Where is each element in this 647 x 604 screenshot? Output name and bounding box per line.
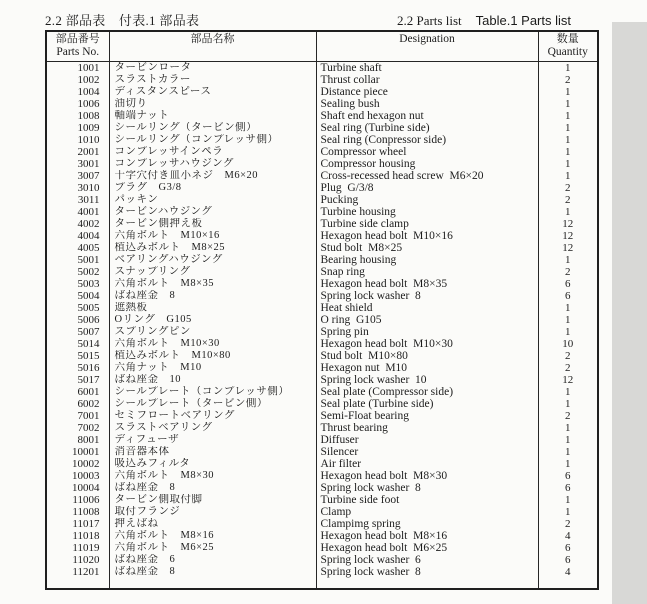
cell-name-ja: 六角ボルト M6×25 <box>109 542 316 554</box>
cell-no: 5001 <box>46 254 109 266</box>
table-row <box>46 470 598 482</box>
cell-no: 11019 <box>46 542 109 554</box>
table-row <box>46 194 598 206</box>
cell-no: 4005 <box>46 242 109 254</box>
header-parts-no <box>46 31 109 62</box>
cell-name-ja: コンプレッサハウジング <box>109 158 316 170</box>
header-designation <box>316 31 538 62</box>
cell-qty: 1 <box>538 86 598 98</box>
cell-name-ja: ディスタンスピース <box>109 86 316 98</box>
cell-qty: 1 <box>538 386 598 398</box>
cell-name-ja: セミフロートベアリング <box>109 410 316 422</box>
cell-qty: 6 <box>538 290 598 302</box>
cell-qty: 1 <box>538 254 598 266</box>
cell-no: 7001 <box>46 410 109 422</box>
cell-qty: 1 <box>538 398 598 410</box>
cell-designation: Semi-Float bearing <box>316 410 538 422</box>
cell-no: 5015 <box>46 350 109 362</box>
cell-designation: Distance piece <box>316 86 538 98</box>
table-row <box>46 290 598 302</box>
cell-qty: 6 <box>538 278 598 290</box>
table-row <box>46 98 598 110</box>
cell-name-ja: 消音器本体 <box>109 446 316 458</box>
header-name-ja-label: 部品名称 <box>190 33 235 45</box>
table-row <box>46 230 598 242</box>
cell-name-ja: ばね座金 6 <box>109 554 316 566</box>
cell-name-ja: 取付フランジ <box>109 506 316 518</box>
cell-designation: Stud bolt M8×25 <box>316 242 538 254</box>
cell-no: 1009 <box>46 122 109 134</box>
cell-no: 3001 <box>46 158 109 170</box>
cell-no: 1006 <box>46 98 109 110</box>
page-title-right <box>397 12 597 30</box>
cell-designation: Spring lock washer 8 <box>316 290 538 302</box>
page-title-right-sans: Table.1 Parts list <box>475 13 571 28</box>
cell-qty: 6 <box>538 470 598 482</box>
cell-qty: 1 <box>538 494 598 506</box>
cell-no: 11201 <box>46 566 109 578</box>
cell-no: 10002 <box>46 458 109 470</box>
cell-name-ja: ベアリングハウジング <box>109 254 316 266</box>
cell-no: 1008 <box>46 110 109 122</box>
cell-name-ja: スプリングピン <box>109 326 316 338</box>
table-row <box>46 146 598 158</box>
cell-qty: 1 <box>538 314 598 326</box>
cell-no: 11018 <box>46 530 109 542</box>
header-quantity <box>538 31 598 62</box>
cell-no: 5007 <box>46 326 109 338</box>
cell-qty: 2 <box>538 350 598 362</box>
cell-name-ja: シールプレート（コンプレッサ側） <box>109 386 316 398</box>
cell-designation: Hexagon head bolt M6×25 <box>316 542 538 554</box>
cell-name-ja: 植込みボルト M10×80 <box>109 350 316 362</box>
cell-designation: O ring G105 <box>316 314 538 326</box>
cell-designation: Bearing housing <box>316 254 538 266</box>
cell-designation: Turbine housing <box>316 206 538 218</box>
cell-no: 10003 <box>46 470 109 482</box>
cell-qty: 1 <box>538 206 598 218</box>
table-row <box>46 326 598 338</box>
cell-name-ja: Oリング G105 <box>109 314 316 326</box>
table-row <box>46 266 598 278</box>
table-row <box>46 110 598 122</box>
cell-no: 5003 <box>46 278 109 290</box>
cell-qty: 12 <box>538 374 598 386</box>
cell-no: 4002 <box>46 218 109 230</box>
cell-designation: Hexagon head bolt M10×16 <box>316 230 538 242</box>
table-row <box>46 566 598 578</box>
cell-qty: 2 <box>538 194 598 206</box>
table-row <box>46 494 598 506</box>
cell-no: 6002 <box>46 398 109 410</box>
table-row <box>46 62 598 75</box>
cell-no: 4001 <box>46 206 109 218</box>
cell-designation: Clampimg spring <box>316 518 538 530</box>
cell-name-ja: パッキン <box>109 194 316 206</box>
cell-qty: 1 <box>538 434 598 446</box>
cell-no: 3010 <box>46 182 109 194</box>
cell-name-ja: シールリング（コンプレッサ側） <box>109 134 316 146</box>
cell-no: 7002 <box>46 422 109 434</box>
table-row <box>46 206 598 218</box>
cell-designation: Spring lock washer 8 <box>316 566 538 578</box>
cell-qty: 1 <box>538 146 598 158</box>
cell-name-ja: ばね座金 10 <box>109 374 316 386</box>
cell-designation: Clamp <box>316 506 538 518</box>
table-row <box>46 218 598 230</box>
page-title-left: 2.2 部品表 付表.1 部品表 <box>45 13 200 28</box>
cell-qty: 6 <box>538 482 598 494</box>
cell-designation: Pucking <box>316 194 538 206</box>
cell-qty: 1 <box>538 110 598 122</box>
cell-qty: 2 <box>538 410 598 422</box>
table-row <box>46 434 598 446</box>
cell-name-ja: 植込みボルト M8×25 <box>109 242 316 254</box>
cell-designation: Diffuser <box>316 434 538 446</box>
cell-designation: Seal ring (Conpressor side) <box>316 134 538 146</box>
table-row <box>46 302 598 314</box>
cell-designation: Cross-recessed head screw M6×20 <box>316 170 538 182</box>
page-title-right-serif: 2.2 Parts list <box>396 13 462 28</box>
cell-name-ja: 六角ボルト M10×30 <box>109 338 316 350</box>
cell-qty: 2 <box>538 182 598 194</box>
header-quantity-ja: 数量 <box>556 33 579 45</box>
cell-no: 6001 <box>46 386 109 398</box>
cell-qty: 2 <box>538 362 598 374</box>
table-row <box>46 242 598 254</box>
table-row <box>46 506 598 518</box>
table-row <box>46 314 598 326</box>
cell-qty: 1 <box>538 170 598 182</box>
cell-name-ja: タービン側押え板 <box>109 218 316 230</box>
cell-name-ja: シールプレート（タービン側） <box>109 398 316 410</box>
cell-designation: Stud bolt M10×80 <box>316 350 538 362</box>
table-row <box>46 542 598 554</box>
header-designation-label: Designation <box>399 33 455 45</box>
cell-name-ja: スラストベアリング <box>109 422 316 434</box>
cell-qty: 1 <box>538 134 598 146</box>
cell-no: 5002 <box>46 266 109 278</box>
cell-qty: 12 <box>538 230 598 242</box>
cell-qty: 1 <box>538 446 598 458</box>
cell-no: 3007 <box>46 170 109 182</box>
cell-no: 5005 <box>46 302 109 314</box>
cell-designation: Compressor wheel <box>316 146 538 158</box>
cell-designation: Compressor housing <box>316 158 538 170</box>
cell-name-ja: ばね座金 8 <box>109 290 316 302</box>
table-row <box>46 254 598 266</box>
cell-designation: Sealing bush <box>316 98 538 110</box>
cell-no: 5004 <box>46 290 109 302</box>
cell-qty: 6 <box>538 554 598 566</box>
cell-qty: 12 <box>538 242 598 254</box>
cell-qty: 1 <box>538 302 598 314</box>
cell-qty: 6 <box>538 542 598 554</box>
cell-designation: Turbine shaft <box>316 62 538 75</box>
cell-no: 2001 <box>46 146 109 158</box>
cell-designation: Spring pin <box>316 326 538 338</box>
header-parts-no-ja: 部品番号 <box>55 33 100 45</box>
table-row <box>46 482 598 494</box>
table-row <box>46 350 598 362</box>
cell-qty: 1 <box>538 506 598 518</box>
cell-no: 1002 <box>46 74 109 86</box>
header-name-ja <box>109 31 316 62</box>
cell-name-ja: 十字穴付き皿小ネジ M6×20 <box>109 170 316 182</box>
cell-designation: Hexagon head bolt M8×30 <box>316 470 538 482</box>
cell-qty: 1 <box>538 458 598 470</box>
cell-designation: Spring lock washer 10 <box>316 374 538 386</box>
cell-no: 1010 <box>46 134 109 146</box>
cell-designation: Hexagon nut M10 <box>316 362 538 374</box>
cell-name-ja: ディフューザ <box>109 434 316 446</box>
parts-table <box>45 30 599 590</box>
cell-no: 1004 <box>46 86 109 98</box>
cell-no: 11008 <box>46 506 109 518</box>
cell-qty: 1 <box>538 62 598 75</box>
table-row <box>46 374 598 386</box>
cell-qty: 1 <box>538 98 598 110</box>
cell-no: 5017 <box>46 374 109 386</box>
cell-designation: Seal ring (Turbine side) <box>316 122 538 134</box>
cell-no: 1001 <box>46 62 109 75</box>
cell-qty: 12 <box>538 218 598 230</box>
table-row <box>46 122 598 134</box>
cell-name-ja: 遮熱板 <box>109 302 316 314</box>
cell-no: 10004 <box>46 482 109 494</box>
table-row <box>46 182 598 194</box>
cell-designation: Turbine side foot <box>316 494 538 506</box>
cell-designation: Heat shield <box>316 302 538 314</box>
cell-name-ja: 六角ナット M10 <box>109 362 316 374</box>
table-row <box>46 410 598 422</box>
table-row <box>46 362 598 374</box>
table-row <box>46 458 598 470</box>
table-row <box>46 170 598 182</box>
cell-no: 5006 <box>46 314 109 326</box>
cell-name-ja: 六角ボルト M8×35 <box>109 278 316 290</box>
cell-qty: 1 <box>538 122 598 134</box>
table-row <box>46 398 598 410</box>
cell-designation: Thrust bearing <box>316 422 538 434</box>
header-parts-no-en: Parts No. <box>56 46 100 58</box>
cell-name-ja: 油切り <box>109 98 316 110</box>
table-row <box>46 278 598 290</box>
cell-qty: 1 <box>538 422 598 434</box>
cell-qty: 10 <box>538 338 598 350</box>
cell-designation: Snap ring <box>316 266 538 278</box>
table-row <box>46 134 598 146</box>
cell-name-ja: タービンロータ <box>109 62 316 75</box>
cell-designation: Plug G/3/8 <box>316 182 538 194</box>
cell-name-ja: 押えばね <box>109 518 316 530</box>
cell-designation: Turbine side clamp <box>316 218 538 230</box>
cell-designation: Thrust collar <box>316 74 538 86</box>
cell-designation: Air filter <box>316 458 538 470</box>
table-row <box>46 554 598 566</box>
table-row <box>46 386 598 398</box>
titlebar <box>45 10 597 30</box>
cell-name-ja: スナップリング <box>109 266 316 278</box>
cell-name-ja: コンプレッサインペラ <box>109 146 316 158</box>
table-row <box>46 530 598 542</box>
cell-qty: 4 <box>538 566 598 578</box>
cell-designation: Hexagon head bolt M8×35 <box>316 278 538 290</box>
table-row <box>46 74 598 86</box>
table-row <box>46 422 598 434</box>
cell-qty: 2 <box>538 266 598 278</box>
cell-qty: 1 <box>538 326 598 338</box>
cell-name-ja: 軸端ナット <box>109 110 316 122</box>
cell-name-ja: 六角ボルト M8×16 <box>109 530 316 542</box>
scan-margin-strip <box>612 22 647 604</box>
cell-name-ja: 六角ボルト M8×30 <box>109 470 316 482</box>
cell-name-ja: プラグ G3/8 <box>109 182 316 194</box>
cell-designation: Seal plate (Turbine side) <box>316 398 538 410</box>
cell-no: 11020 <box>46 554 109 566</box>
cell-no: 11006 <box>46 494 109 506</box>
parts-table-header <box>46 31 598 62</box>
cell-no: 3011 <box>46 194 109 206</box>
cell-qty: 1 <box>538 158 598 170</box>
cell-designation: Spring lock washer 8 <box>316 482 538 494</box>
cell-qty: 2 <box>538 74 598 86</box>
table-row <box>46 518 598 530</box>
cell-name-ja: タービンハウジング <box>109 206 316 218</box>
cell-qty: 4 <box>538 530 598 542</box>
table-row <box>46 158 598 170</box>
cell-name-ja: 吸込みフィルタ <box>109 458 316 470</box>
cell-designation: Shaft end hexagon nut <box>316 110 538 122</box>
table-row <box>46 446 598 458</box>
cell-no: 10001 <box>46 446 109 458</box>
cell-name-ja: ばね座金 8 <box>109 566 316 578</box>
cell-no: 5014 <box>46 338 109 350</box>
cell-no: 5016 <box>46 362 109 374</box>
header-quantity-en: Quantity <box>547 46 588 58</box>
table-row <box>46 338 598 350</box>
cell-no: 11017 <box>46 518 109 530</box>
cell-designation: Hexagon head bolt M10×30 <box>316 338 538 350</box>
cell-designation: Seal plate (Compressor side) <box>316 386 538 398</box>
table-row <box>46 86 598 98</box>
cell-designation: Hexagon head bolt M8×16 <box>316 530 538 542</box>
cell-name-ja: シールリング（タービン側） <box>109 122 316 134</box>
cell-qty: 2 <box>538 518 598 530</box>
cell-name-ja: タービン側取付脚 <box>109 494 316 506</box>
cell-no: 4004 <box>46 230 109 242</box>
cell-no: 8001 <box>46 434 109 446</box>
cell-designation: Silencer <box>316 446 538 458</box>
cell-name-ja: スラストカラー <box>109 74 316 86</box>
parts-table-body <box>46 62 598 590</box>
cell-name-ja: 六角ボルト M10×16 <box>109 230 316 242</box>
table-filler-row <box>46 578 598 589</box>
cell-designation: Spring lock washer 6 <box>316 554 538 566</box>
cell-name-ja: ばね座金 8 <box>109 482 316 494</box>
